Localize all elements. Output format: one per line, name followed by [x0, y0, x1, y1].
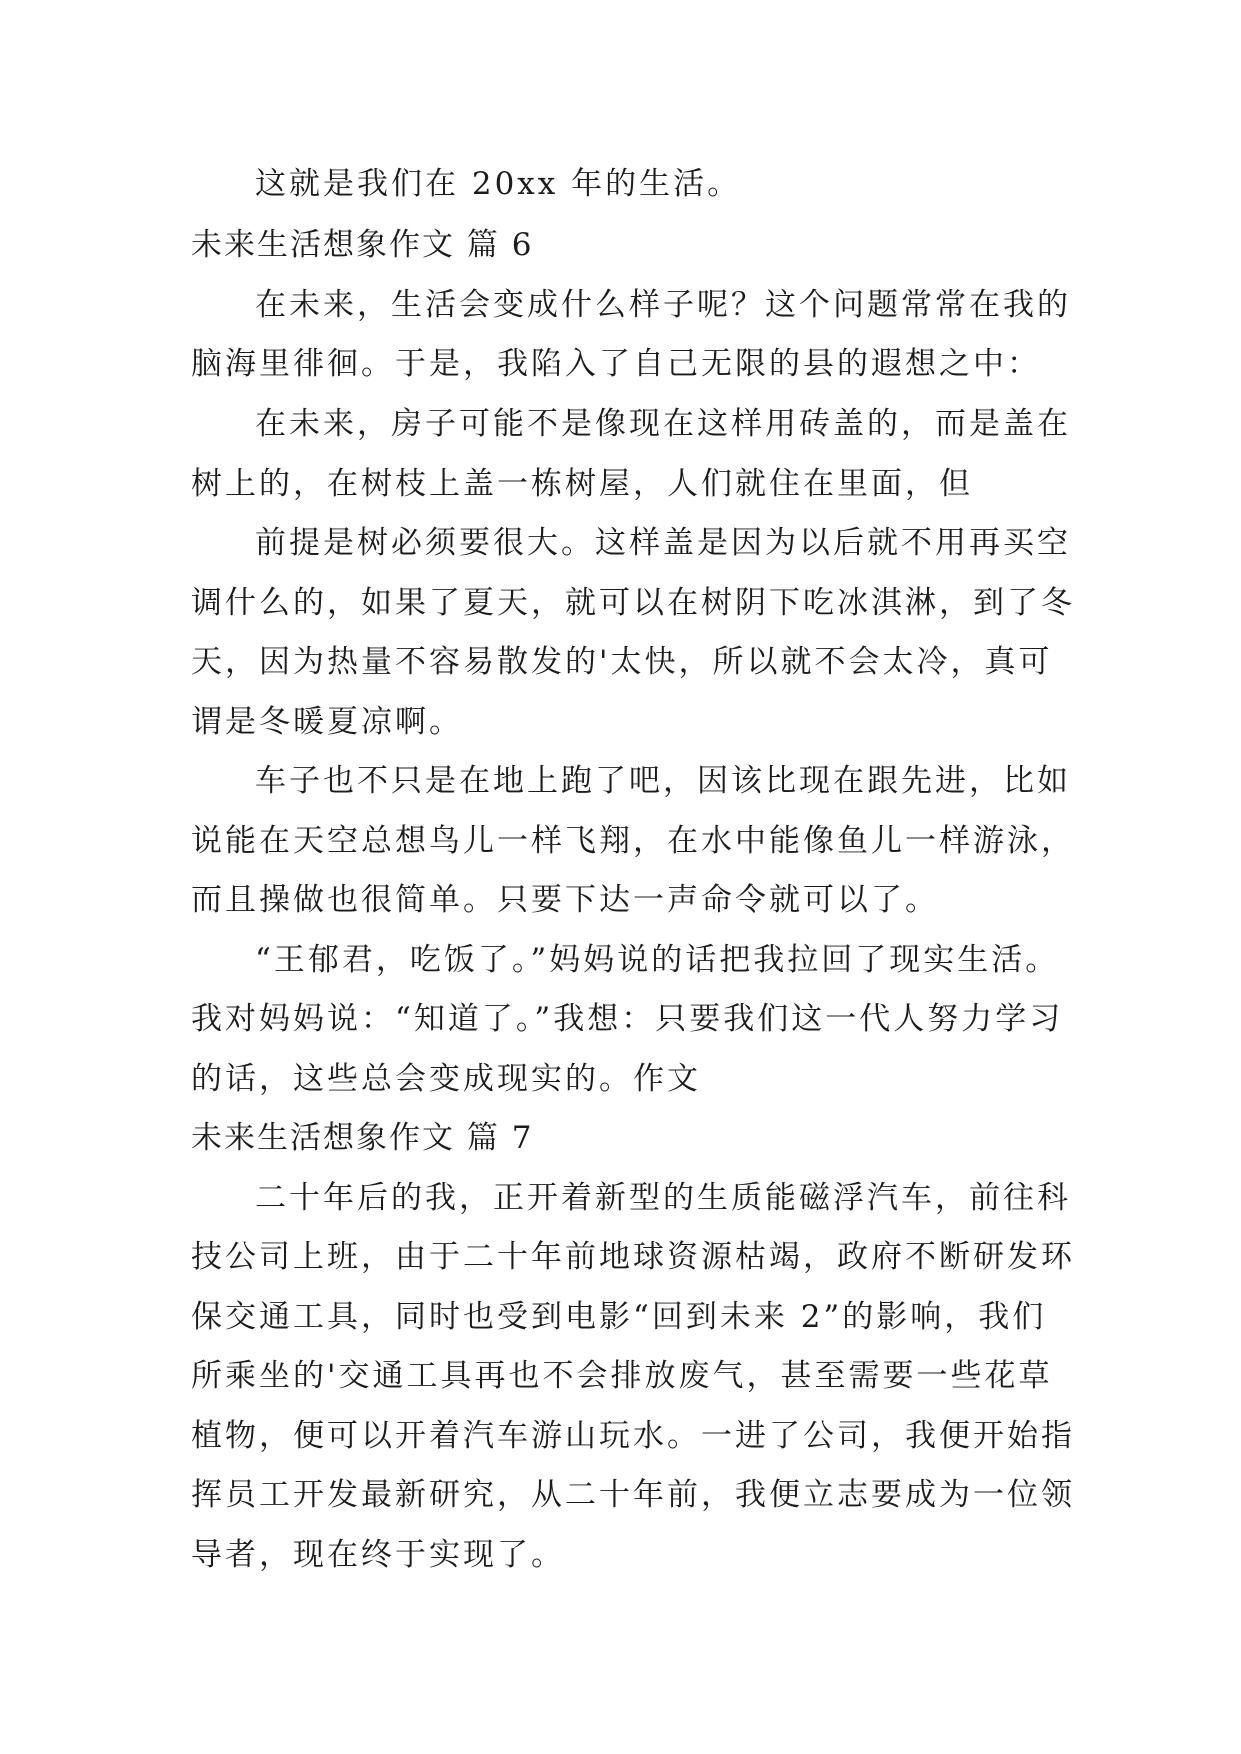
paragraph-line: 天，因为热量不容易散发的'太快，所以就不会太冷，真可 [191, 644, 1053, 680]
paragraph-line: 这就是我们在 20xx 年的生活。 [255, 166, 742, 202]
paragraph-line: 的话，这些总会变成现实的。作文 [191, 1061, 701, 1097]
paragraph-line: 树上的，在树枝上盖一栋树屋，人们就住在里面，但 [191, 466, 973, 502]
paragraph-line: 技公司上班，由于二十年前地球资源枯竭，政府不断研发环 [191, 1239, 1075, 1275]
paragraph-line: 挥员工开发最新研究，从二十年前，我便立志要成为一位领 [191, 1477, 1075, 1513]
paragraph-line: 说能在天空总想鸟儿一样飞翔，在水中能像鱼儿一样游泳， [191, 823, 1075, 859]
section-heading: 未来生活想象作文 篇 6 [191, 227, 534, 263]
paragraph-line: 我对妈妈说：“知道了。”我想：只要我们这一代人努力学习 [191, 1001, 1064, 1037]
paragraph-line: 在未来，生活会变成什么样子呢？这个问题常常在我的 [255, 287, 1071, 323]
paragraph-line: 在未来，房子可能不是像现在这样用砖盖的，而是盖在 [255, 406, 1071, 442]
paragraph-line: 调什么的，如果了夏天，就可以在树阴下吃冰淇淋，到了冬 [191, 585, 1075, 621]
paragraph-line: 导者，现在终于实现了。 [191, 1537, 565, 1573]
paragraph-line: 二十年后的我，正开着新型的生质能磁浮汽车，前往科 [255, 1180, 1071, 1216]
paragraph-line: 车子也不只是在地上跑了吧，因该比现在跟先进，比如 [255, 763, 1071, 799]
paragraph-line: 脑海里徘徊。于是，我陷入了自己无限的县的遐想之中： [191, 346, 1041, 382]
paragraph-line: 前提是树必须要很大。这样盖是因为以后就不用再买空 [255, 525, 1071, 561]
paragraph-line: 保交通工具，同时也受到电影“回到未来 2”的影响，我们 [191, 1299, 1047, 1335]
paragraph-line: 所乘坐的'交通工具再也不会排放废气，甚至需要一些花草 [191, 1358, 1053, 1394]
paragraph-line: 植物，便可以开着汽车游山玩水。一进了公司，我便开始指 [191, 1418, 1075, 1454]
paragraph-line: “王郁君，吃饭了。”妈妈说的话把我拉回了现实生活。 [255, 942, 1060, 978]
section-heading: 未来生活想象作文 篇 7 [191, 1120, 534, 1156]
paragraph-line: 而且操做也很简单。只要下达一声命令就可以了。 [191, 882, 939, 918]
paragraph-line: 谓是冬暖夏凉啊。 [191, 704, 463, 740]
